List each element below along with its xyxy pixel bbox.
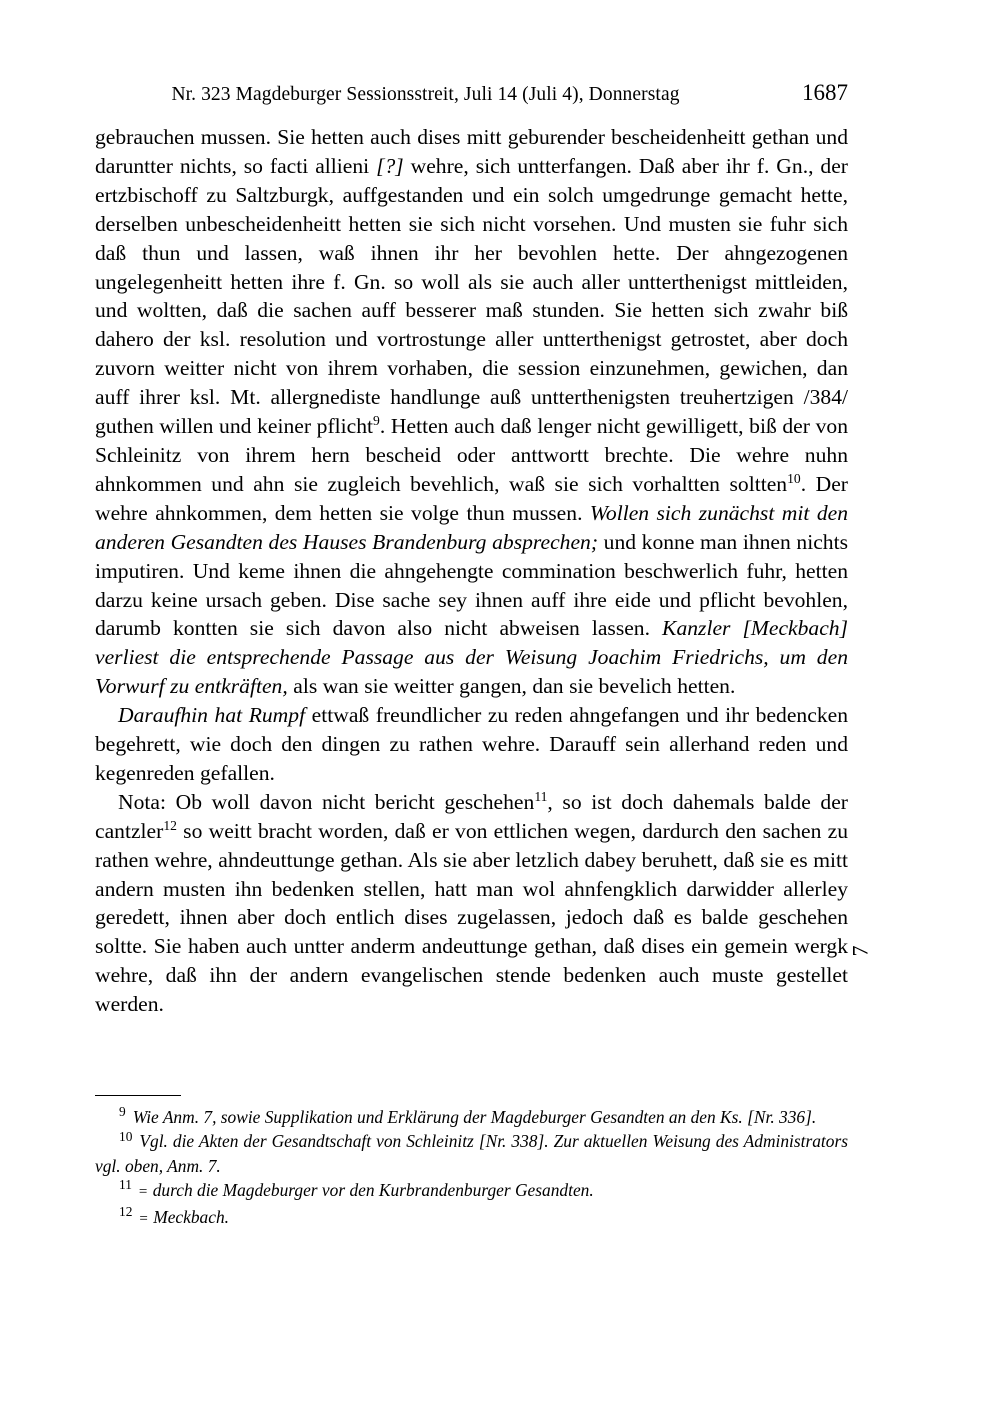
footnote-number: 12 [119, 1204, 133, 1220]
page-number: 1687 [802, 80, 848, 105]
footnote-section [95, 1095, 848, 1232]
paragraph: Nota: Ob woll davon nicht bericht geschehen$^{11}$, so ist doch dahemals balde der cantzler$^{12}$ so weitt bracht worden, daß er von ettlichen wegen, dardurch den sachen zu rathen wehre, ahndeuttunge gethan. Als sie aber letzlich dabey beruhett, daß sie es mitt andern musten ihn bedenken stellen, hatt man wol ahnfengklich darwidder allerley geredett, ihnen aber doch entlich dises zugelassen, jedoch daß es balde geschehen soltte. Sie haben auch untter anderm andeuttunge gethan, daß dises ein gemein wergk wehre, daß ihn der andern evangelischen stende bedenken auch muste gestellet werden. [95, 788, 848, 1017]
footnote-12 [95, 1205, 848, 1232]
footnote-9 [95, 1105, 848, 1129]
paragraph: gebrauchen mussen. Sie hetten auch dises mitt geburender bescheidenheitt gethan und daruntter nichts, so facti allieni [?] wehre, sich untterfangen. Daß aber ihr f. Gn., der ertzbischoff zu Saltzburgk, auffgestanden und ein solch umgedrunge gemacht hette, derselben unbescheidenheitt hetten sie sich nicht vorsehen. Und musten sie fuhr sich daß thun und lassen, waß ihnen ihr her bevohlen hette. Der ahngezogenen ungelegenheitt hetten ihre f. Gn. so woll als sie auch aller untterthenigst mittleiden, und woltten, daß die sachen auff besserer maß stunden. Sie hetten sich zwahr biß dahero der ksl. resolution und vortrostunge aller untterthenigst getrostet, aber doch zuvorn weitter nicht von ihrem vorhaben, die session einzunehmen, gewichen, dan auff ihrer ksl. Mt. allergnediste handlunge auß untterthenigsten treuhertzigen /384/ guthen willen und keiner pflicht$^9$. Hetten auch daß lenger nicht gewilligett, biß der von Schleinitz von ihrem hern bescheid oder anttwortt brechte. Die wehre nuhn ahnkommen und ahn sie zugleich bevehlich, waß sie sich vorhaltten soltten$^{10}$. Der wehre ahnkommen, dem hetten sie volge thun mussen. Wollen sich zunächst mit den anderen Gesandten des Hauses Brandenburg absprechen; und konne man ihnen nichts imputiren. Und keme ihnen die ahngehengte commination beschwerlich fuhr, hetten darzu keine ursach geben. Dise sache sey ihnen auff ihre eide und pflicht bevohlen, darumb kontten sie sich davon also nicht abweisen lassen. Kanzler [Meckbach] verliest die entsprechende Passage aus der Weisung Joachim Friedrichs, um den Vorwurf zu entkräften, als wan sie weitter gangen, dan sie bevelich hetten. [95, 125, 848, 699]
footnote-text: = durch die Magdeburger vor den Kurbrandenburger Gesandten. [138, 1179, 594, 1200]
footnote-number: 9 [119, 1104, 126, 1120]
margin-annotation-mark: 7 [847, 945, 873, 957]
footnote-10 [95, 1129, 848, 1178]
footnote-text: Vgl. die Akten der Gesandtschaft von Schleinitz [Nr. 338]. Zur aktuellen Weisung des Administrators vgl. oben, Anm. 7. [95, 1131, 848, 1176]
running-head [95, 80, 848, 106]
footnote-separator-rule [95, 1095, 181, 1096]
footnote-number: 11 [119, 1177, 132, 1193]
paragraph: Daraufhin hat Rumpf ettwaß freundlicher zu reden ahngefangen und ihr bedencken begehrett, wie doch den dingen zu rathen wehre. Darauff sein allerhand reden und kegenreden gefallen. [95, 703, 848, 785]
body-text [95, 123, 848, 1019]
footnote-number: 10 [119, 1128, 133, 1144]
footnote-text: Wie Anm. 7, sowie Supplikation und Erklärung der Magdeburger Gesandten an den Ks. [Nr. 336]. [132, 1107, 817, 1127]
running-head-title: Nr. 323 Magdeburger Sessionsstreit, Juli 14 (Juli 4), Donnerstag [171, 84, 680, 105]
footnote-list [95, 1105, 848, 1232]
footnote-text: = Meckbach. [139, 1206, 230, 1227]
footnote-11 [95, 1178, 848, 1205]
